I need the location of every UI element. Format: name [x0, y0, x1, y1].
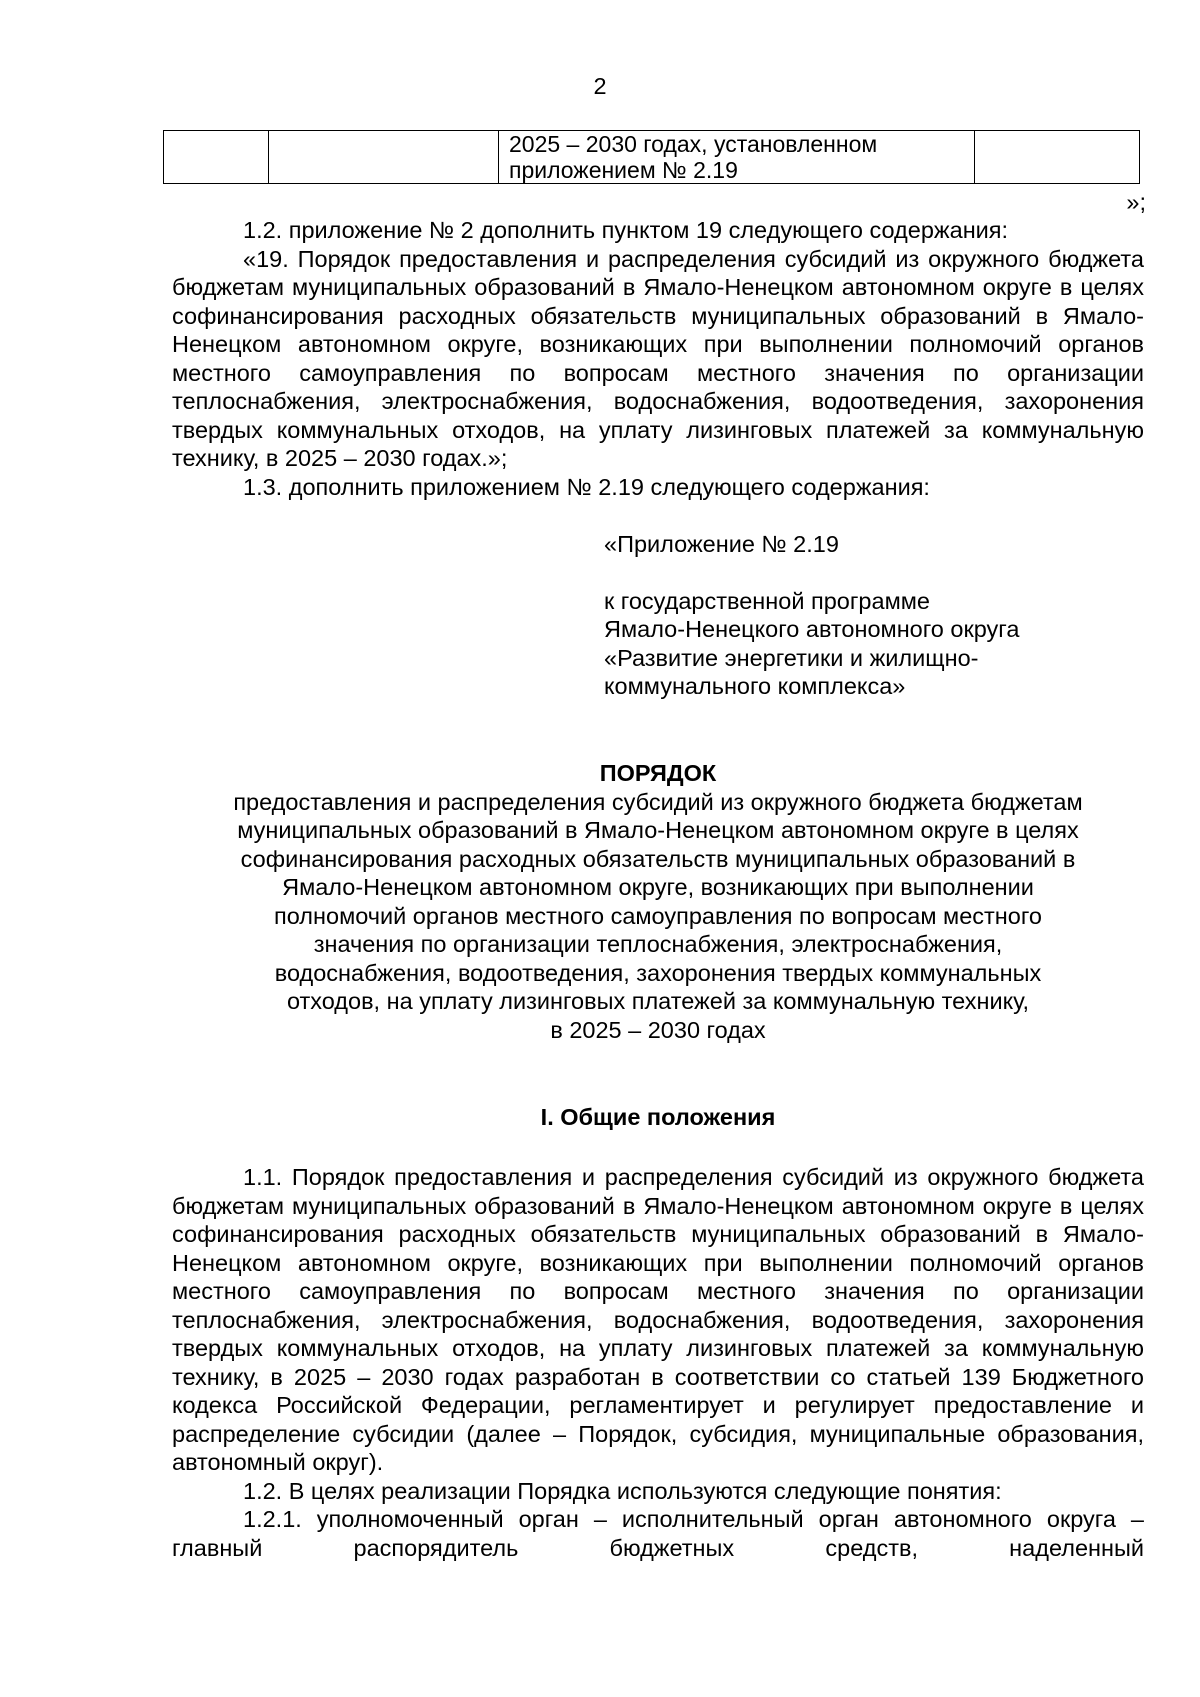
order-subtitle-line: полномочий органов местного самоуправления по вопросам местного	[274, 902, 1042, 929]
order-subtitle-line: водоснабжения, водоотведения, захоронения твердых коммунальных	[274, 959, 1042, 986]
order-title-block	[172, 759, 1144, 1044]
table-cell-text	[499, 131, 975, 184]
order-subtitle-line: в 2025 – 2030 годах	[550, 1016, 766, 1043]
section-heading: I. Общие положения	[540, 1104, 776, 1130]
table-cell-line: приложением № 2.19	[509, 157, 738, 183]
paragraph-1-2: 1.2. приложение № 2 дополнить пунктом 19 следующего содержания:	[243, 217, 1009, 243]
appendix-line: к государственной программе	[604, 587, 930, 614]
appendix-line: коммунального комплекса»	[604, 673, 906, 699]
paragraph-1-3: 1.3. дополнить приложением № 2.19 следующего содержания:	[243, 473, 930, 500]
closing-quote: »;	[1126, 189, 1146, 215]
paragraph-1-2-concepts: 1.2. В целях реализации Порядка используются следующие понятия:	[243, 1477, 1002, 1504]
section-1-body	[172, 1163, 1144, 1562]
table-cell-empty	[164, 131, 269, 184]
order-subtitle-line: софинансирования расходных обязательств муниципальных образований в	[240, 845, 1076, 872]
paragraph-1-2-1: 1.2.1. уполномоченный орган – исполнительный орган автономного округа – главный распорядитель бюджетных средств, наделенный	[172, 1506, 1144, 1561]
order-subtitle-line: Ямало-Ненецком автономном округе, возникающих при выполнении	[282, 874, 1034, 900]
continuation-table	[163, 130, 1140, 184]
appendix-header	[604, 530, 1124, 701]
appendix-line: Ямало-Ненецкого автономного округа	[604, 616, 1020, 642]
order-subtitle-line: значения по организации теплоснабжения, электроснабжения,	[313, 931, 1003, 957]
appendix-line: «Развитие энергетики и жилищно-	[604, 644, 979, 671]
page-number: 2	[593, 73, 607, 99]
order-title: ПОРЯДОК	[599, 760, 717, 786]
table-row	[164, 131, 1140, 184]
table-cell-line: 2025 – 2030 годах, установленном	[509, 131, 878, 157]
paragraph-1-1: 1.1. Порядок предоставления и распределения субсидий из окружного бюджета бюджетам муниципальных образований в Ямало-Ненецком автономном округе в целях софинансирования расходных обязательств муниципальных образований в Ямало-Ненецком автономном округе, возникающих при выполнении полномочий органов местного самоуправления по вопросам местного значения по организации теплоснабжения, электроснабжения, водоснабжения, водоотведения, захоронения твердых коммунальных отходов, на уплату лизинговых платежей за коммунальную технику, в 2025 – 2030 годах разработан в соответствии со статьей 139 Бюджетного кодекса Российской Федерации, регламентирует и регулирует предоставление и распределение субсидии (далее – Порядок, субсидия, муниципальные образования, автономный округ).	[172, 1164, 1144, 1475]
paragraph-19: «19. Порядок предоставления и распределения субсидий из окружного бюджета бюджетам муниципальных образований в Ямало-Ненецком автономном округе в целях софинансирования расходных обязательств муниципальных образований в Ямало-Ненецком автономном округе, возникающих при выполнении полномочий органов местного самоуправления по вопросам местного значения по организации теплоснабжения, электроснабжения, водоснабжения, водоотведения, захоронения твердых коммунальных отходов, на уплату лизинговых платежей за коммунальную технику, в 2025 – 2030 годах.»;	[172, 245, 1144, 471]
table-cell-empty	[975, 131, 1140, 184]
order-subtitle-line: муниципальных образований в Ямало-Ненецком автономном округе в целях	[237, 817, 1079, 843]
order-subtitle-line: предоставления и распределения субсидий из окружного бюджета бюджетам	[233, 788, 1083, 815]
order-subtitle-line: отходов, на уплату лизинговых платежей за коммунальную технику,	[286, 988, 1030, 1014]
amendment-items	[172, 216, 1144, 501]
table-cell-empty	[269, 131, 499, 184]
appendix-title: «Приложение № 2.19	[604, 531, 839, 557]
